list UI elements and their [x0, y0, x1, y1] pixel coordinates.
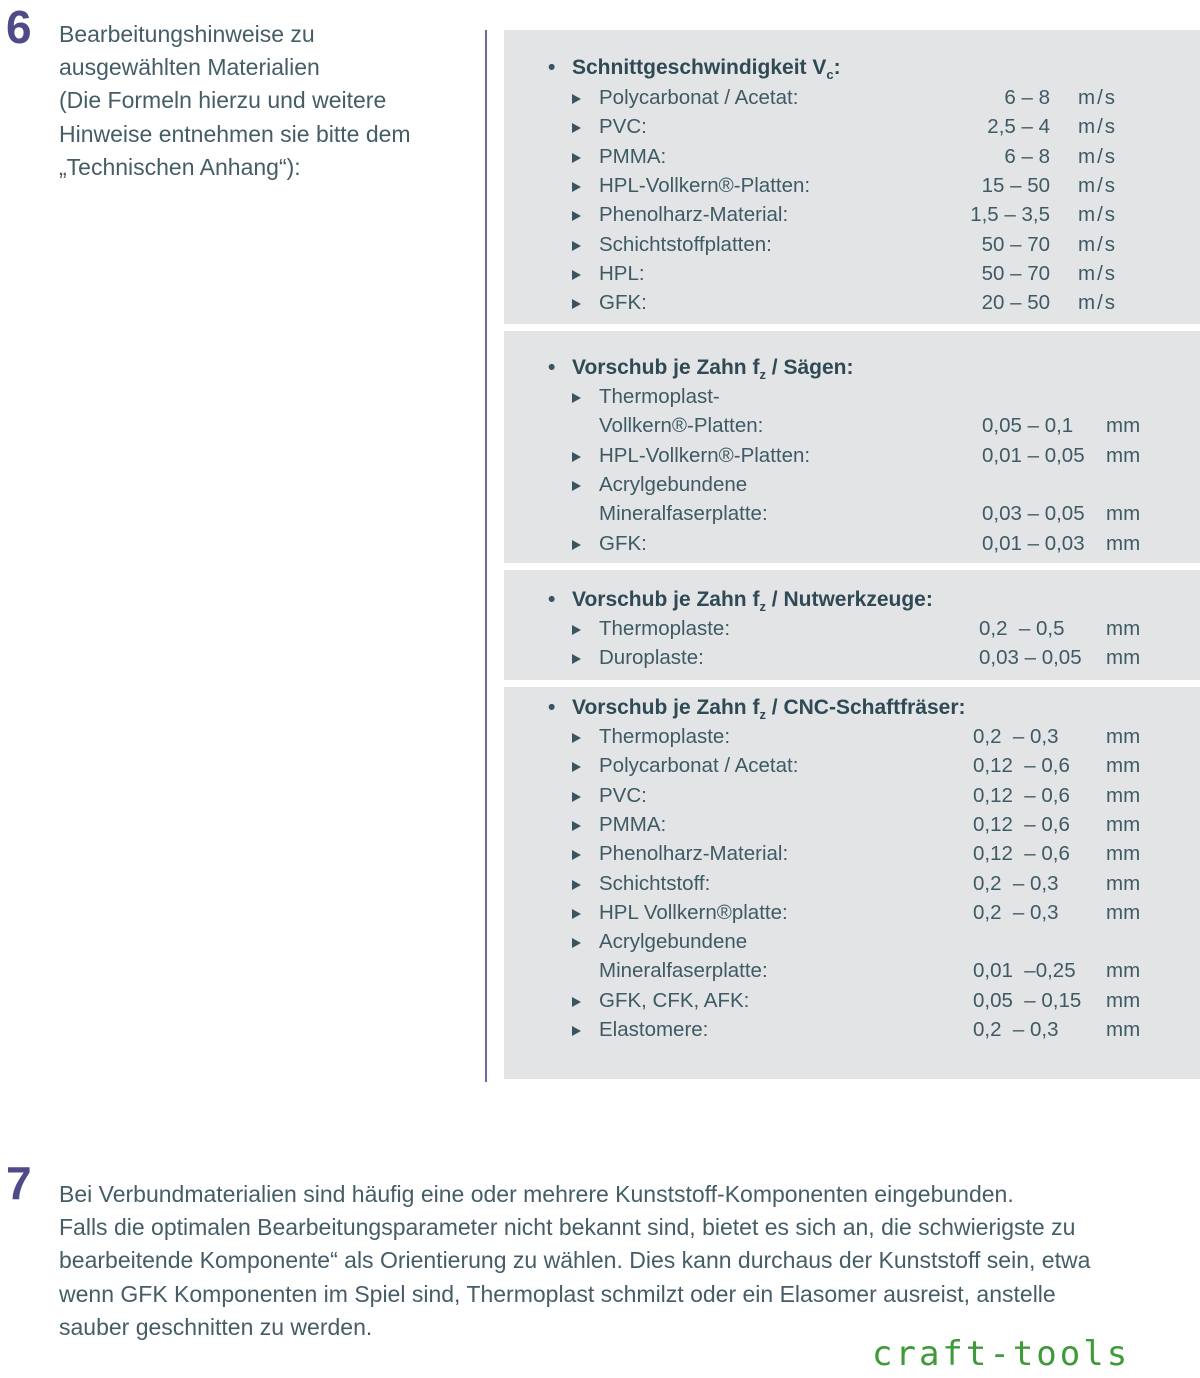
- material-label: Mineralfaserplatte:: [599, 959, 768, 983]
- panel-title: [548, 56, 841, 83]
- triangle-bullet-icon: [572, 270, 581, 280]
- material-row: [572, 813, 1200, 842]
- triangle-bullet-icon: [572, 182, 581, 192]
- material-value: 6 – 8: [1004, 144, 1050, 168]
- triangle-bullet-icon: [572, 909, 581, 919]
- material-row: [572, 502, 1200, 531]
- material-value: 50 – 70: [981, 232, 1050, 256]
- triangle-bullet-icon: [572, 241, 581, 251]
- panel-title-suffix: / Nutwerkzeuge:: [765, 588, 933, 611]
- material-row: [572, 291, 1200, 320]
- material-value: 0,12 – 0,6: [973, 783, 1070, 807]
- panel-title-subscript: c: [826, 67, 834, 83]
- material-row: [572, 617, 1200, 646]
- panel-title-subscript: z: [759, 707, 766, 723]
- material-row: [572, 930, 1200, 959]
- panel-feed-saws: [504, 331, 1200, 563]
- triangle-bullet-icon: [572, 153, 581, 163]
- material-row: [572, 1018, 1200, 1047]
- material-label: Acrylgebundene: [599, 472, 748, 496]
- triangle-bullet-icon: [572, 880, 581, 890]
- panel-title-text: Vorschub je Zahn f: [572, 696, 760, 719]
- triangle-bullet-icon: [572, 762, 581, 772]
- material-unit: mm: [1106, 1018, 1141, 1041]
- panel-title-subscript: z: [759, 599, 766, 615]
- bullet-icon: •: [548, 588, 556, 611]
- material-unit: m/s: [1078, 203, 1118, 227]
- material-unit: m/s: [1078, 291, 1118, 315]
- material-unit: mm: [1106, 617, 1141, 640]
- triangle-bullet-icon: [572, 733, 581, 743]
- triangle-bullet-icon: [572, 452, 581, 462]
- triangle-bullet-icon: [572, 94, 581, 104]
- material-row: [572, 901, 1200, 930]
- bullet-icon: •: [548, 356, 556, 379]
- material-row: [572, 872, 1200, 901]
- material-row: [572, 262, 1200, 291]
- panel-title: [548, 356, 854, 383]
- panel-feed-groove-tools: [504, 570, 1200, 680]
- triangle-bullet-icon: [572, 997, 581, 1007]
- material-label: PMMA:: [599, 812, 667, 836]
- material-label: Phenolharz-Material:: [599, 842, 789, 866]
- material-row: [572, 989, 1200, 1018]
- material-unit: mm: [1106, 900, 1141, 924]
- material-row: [572, 414, 1200, 443]
- vertical-divider: [485, 30, 487, 1082]
- material-unit: m/s: [1078, 232, 1118, 256]
- material-value: 0,12 – 0,6: [973, 812, 1070, 836]
- panel-title-suffix: / CNC-Schaftfräser:: [765, 696, 966, 719]
- material-row: [572, 115, 1200, 144]
- material-value: 15 – 50: [981, 173, 1050, 197]
- material-label: GFK, CFK, AFK:: [599, 988, 750, 1012]
- material-value: 0,05 – 0,1: [982, 414, 1074, 438]
- material-label: Thermoplaste:: [599, 725, 731, 748]
- material-value: 20 – 50: [981, 291, 1050, 315]
- panel-title-text: Vorschub je Zahn f: [572, 356, 760, 379]
- material-unit: m/s: [1078, 261, 1118, 285]
- material-unit: m/s: [1078, 173, 1118, 197]
- material-value: 0,12 – 0,6: [973, 754, 1070, 778]
- material-value: 1,5 – 3,5: [970, 203, 1050, 227]
- material-value: 0,01 –0,25: [973, 959, 1076, 983]
- material-value: 0,2 – 0,5: [979, 617, 1065, 640]
- panel-title-suffix: / Sägen:: [765, 356, 854, 379]
- material-label: Vollkern®-Platten:: [599, 414, 764, 438]
- material-unit: mm: [1106, 502, 1141, 526]
- triangle-bullet-icon: [572, 123, 581, 133]
- material-label: PVC:: [599, 783, 647, 807]
- material-value: 0,03 – 0,05: [982, 502, 1085, 526]
- material-unit: m/s: [1078, 144, 1118, 168]
- material-row: [572, 174, 1200, 203]
- material-unit: mm: [1106, 959, 1141, 983]
- material-value: 6 – 8: [1004, 86, 1050, 109]
- panel-title-text: Vorschub je Zahn f: [572, 588, 760, 611]
- material-row: [572, 646, 1200, 675]
- material-label: HPL-Vollkern®-Platten:: [599, 443, 811, 467]
- material-row: [572, 959, 1200, 988]
- material-row: [572, 754, 1200, 783]
- section-intro: Bearbeitungshinweise zu ausgewählten Materialien (Die Formeln hierzu und weitere Hinweise entnehmen sie bitte dem „Technischen Anhang“):: [59, 21, 411, 180]
- material-unit: mm: [1106, 842, 1141, 866]
- panel-title-suffix: :: [833, 56, 841, 79]
- material-unit: m/s: [1078, 115, 1118, 139]
- panel-title-text: Schnittgeschwindigkeit V: [572, 56, 827, 79]
- material-label: Mineralfaserplatte:: [599, 502, 768, 526]
- material-value: 0,05 – 0,15: [973, 988, 1082, 1012]
- material-label: HPL Vollkern®platte:: [599, 900, 788, 924]
- material-label: GFK:: [599, 291, 647, 315]
- material-unit: mm: [1106, 531, 1141, 555]
- material-row: [572, 145, 1200, 174]
- triangle-bullet-icon: [572, 850, 581, 860]
- section-paragraph: Bei Verbundmaterialien sind häufig eine oder mehrere Kunststoff-Komponenten eingebunden. Falls die optimalen Bearbeitungsparameter nicht bekannt sind, bietet es sich an, die schwierigste zu bearbeitende Komponente“ als Orientierung zu wählen. Dies kann durchaus der Kunststoff sein, etwa wenn GFK Komponenten im Spiel sind, Thermoplast schmilzt oder ein Elasomer ausreist, anstelle sauber geschnitten zu werden.: [59, 1181, 1091, 1340]
- material-unit: mm: [1106, 871, 1141, 895]
- panel-feed-cnc-cutters: [504, 687, 1200, 1079]
- material-label: HPL:: [599, 261, 645, 285]
- material-value: 0,2 – 0,3: [973, 871, 1059, 895]
- material-label: HPL-Vollkern®-Platten:: [599, 173, 811, 197]
- material-value: 2,5 – 4: [987, 115, 1050, 139]
- panel-cutting-speed: [504, 30, 1200, 324]
- triangle-bullet-icon: [572, 540, 581, 550]
- material-label: PVC:: [599, 115, 647, 139]
- material-label: Polycarbonat / Acetat:: [599, 86, 799, 109]
- material-unit: mm: [1106, 646, 1141, 670]
- material-label: PMMA:: [599, 144, 667, 168]
- material-value: 0,12 – 0,6: [973, 842, 1070, 866]
- material-label: Acrylgebundene: [599, 930, 748, 954]
- material-row: [572, 385, 1200, 414]
- material-label: Phenolharz-Material:: [599, 203, 789, 227]
- material-row: [572, 725, 1200, 754]
- material-label: Thermoplast-: [599, 385, 720, 408]
- material-value: 0,01 – 0,03: [982, 531, 1085, 555]
- triangle-bullet-icon: [572, 481, 581, 491]
- triangle-bullet-icon: [572, 821, 581, 831]
- material-row: [572, 842, 1200, 871]
- panel-title: [548, 588, 933, 615]
- triangle-bullet-icon: [572, 393, 581, 403]
- material-label: Elastomere:: [599, 1018, 709, 1041]
- material-label: Schichtstoff:: [599, 871, 711, 895]
- section-number: 6: [6, 1, 32, 53]
- material-label: Thermoplaste:: [599, 617, 731, 640]
- material-row: [572, 233, 1200, 262]
- triangle-bullet-icon: [572, 625, 581, 635]
- triangle-bullet-icon: [572, 299, 581, 309]
- material-value: 0,2 – 0,3: [973, 725, 1059, 748]
- material-row: [572, 473, 1200, 502]
- material-label: Polycarbonat / Acetat:: [599, 754, 799, 778]
- material-unit: mm: [1106, 988, 1141, 1012]
- material-label: Schichtstoffplatten:: [599, 232, 772, 256]
- triangle-bullet-icon: [572, 938, 581, 948]
- panel-title: [548, 696, 966, 723]
- material-unit: m/s: [1078, 86, 1118, 109]
- triangle-bullet-icon: [572, 654, 581, 664]
- triangle-bullet-icon: [572, 792, 581, 802]
- material-label: Duroplaste:: [599, 646, 704, 670]
- triangle-bullet-icon: [572, 1026, 581, 1036]
- material-value: 50 – 70: [981, 261, 1050, 285]
- material-unit: mm: [1106, 443, 1141, 467]
- section-number: 7: [6, 1157, 32, 1209]
- material-unit: mm: [1106, 754, 1141, 778]
- material-label: GFK:: [599, 531, 647, 555]
- material-value: 0,03 – 0,05: [979, 646, 1082, 670]
- material-row: [572, 203, 1200, 232]
- material-row: [572, 444, 1200, 473]
- material-unit: mm: [1106, 783, 1141, 807]
- material-row: [572, 86, 1200, 115]
- triangle-bullet-icon: [572, 211, 581, 221]
- material-unit: mm: [1106, 414, 1141, 438]
- craft-tools-logo: craft-tools: [872, 1334, 1131, 1374]
- material-value: 0,2 – 0,3: [973, 900, 1059, 924]
- material-row: [572, 532, 1200, 561]
- material-unit: mm: [1106, 812, 1141, 836]
- panel-title-subscript: z: [759, 367, 766, 383]
- bullet-icon: •: [548, 696, 556, 719]
- material-value: 0,2 – 0,3: [973, 1018, 1059, 1041]
- material-row: [572, 784, 1200, 813]
- bullet-icon: •: [548, 56, 556, 79]
- material-value: 0,01 – 0,05: [982, 443, 1085, 467]
- material-unit: mm: [1106, 725, 1141, 748]
